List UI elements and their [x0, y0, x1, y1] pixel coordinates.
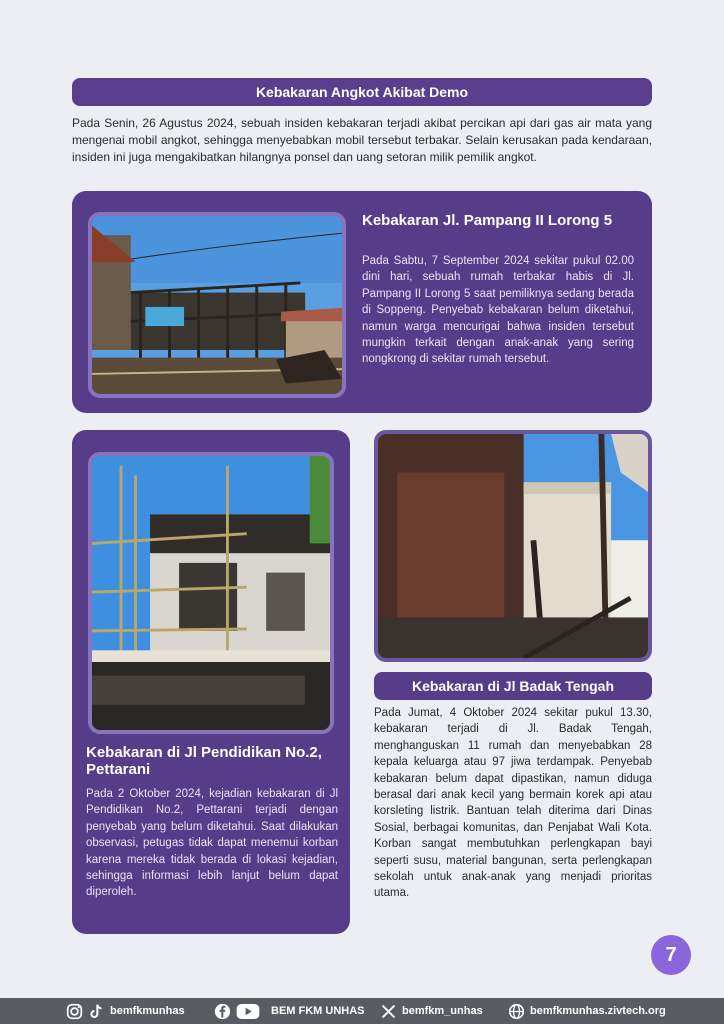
footer-bar [0, 998, 724, 1024]
section-text-angkot: Pada Senin, 26 Agustus 2024, sebuah insiden kebakaran terjadi akibat percikan api dari gas air mata yang mengenai mobil angkot, sehingga menyebabkan mobil tersebut terbakar. Selain kerusakan pada kendaraan, insiden ini juga mengakibatkan hilangnya ponsel dan uang setoran milik pemilik angkot. [72, 116, 652, 164]
facebook-icon [214, 1003, 231, 1020]
tiktok-icon [88, 1003, 105, 1020]
footer-x[interactable] [380, 1002, 483, 1020]
x-logo-icon [380, 1003, 397, 1020]
section-text-pendidikan: Pada 2 Oktober 2024, kejadian kebakaran di Jl Pendidikan No.2, Pettarani terjadi dengan penyebab yang belum diketahui. Saat dilakukan observasi, petugas tidak dapat menemui korban karena mereka tidak berada di lokasi kejadian, sehingga informasi lebih lanjut belum dapat diperoleh. [86, 788, 338, 899]
photo-burned-building-pendidikan [88, 452, 334, 734]
footer-instagram-handle: bemfkmunhas [110, 1005, 185, 1017]
section-title-pampang: Kebakaran Jl. Pampang II Lorong 5 [362, 212, 613, 229]
instagram-icon [66, 1003, 83, 1020]
section-title-badak: Kebakaran di Jl Badak Tengah [374, 672, 652, 700]
section-title-angkot: Kebakaran Angkot Akibat Demo [72, 78, 652, 106]
footer-x-handle: bemfkm_unhas [402, 1005, 483, 1017]
footer-website[interactable] [508, 1002, 666, 1020]
section-text-pampang: Pada Sabtu, 7 September 2024 sekitar pukul 02.00 dini hari, sebuah rumah terbakar habis di Jl. Pampang II Lorong 5 saat pemiliknya sedang berada di Soppeng. Penyebab kebakaran belum diketahui, namun warga mencurigai bahwa insiden tersebut mungkin terkait dengan anak-anak yang sering nongkrong di sekitar rumah tersebut. [362, 255, 634, 366]
footer-website-url: bemfkmunhas.zivtech.org [530, 1005, 666, 1017]
section-text-badak: Pada Jumat, 4 Oktober 2024 sekitar pukul 13.30, kebakaran terjadi di Jl. Badak Tengah, menghanguskan 11 rumah dan menyebabkan 28 kepala keluarga atau 97 jiwa terdampak. Penyebab kebakaran belum dapat dipastikan, namun diduga berasal dari anak kecil yang bermain korek api atau korsleting listrik. Bantuan telah diterima dari Dinas Sosial, berbagai komunitas, dan Penjabat Wali Kota. Korban sangat membutuhkan perlengkapan bayi seperti susu, material bangunan, serta perlengkapan sekolah untuk anak-anak yang menjadi prioritas utama. [374, 707, 652, 900]
photo-burned-house-pampang [88, 212, 346, 398]
photo-burned-walls-badak [374, 430, 652, 662]
globe-icon [508, 1003, 525, 1020]
footer-instagram-tiktok[interactable] [66, 1002, 185, 1020]
youtube-icon [236, 1003, 260, 1020]
footer-facebook-name: BEM FKM UNHAS [271, 1005, 365, 1017]
page-number-badge: 7 [651, 935, 691, 975]
footer-facebook-youtube[interactable] [214, 1002, 365, 1020]
section-title-pendidikan: Kebakaran di Jl Pendidikan No.2, Pettarani [86, 744, 322, 778]
